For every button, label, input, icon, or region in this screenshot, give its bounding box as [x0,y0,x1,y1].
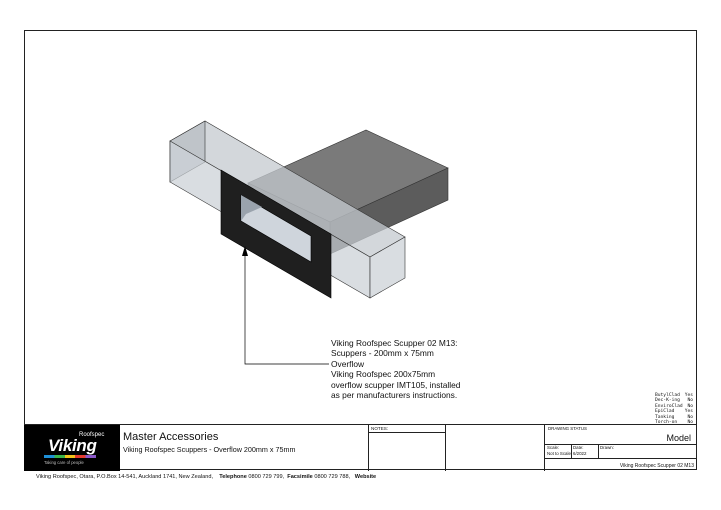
compliance-label: EnviroClad [655,403,683,409]
status-value: Model [666,433,691,443]
compliance-value: No [687,398,693,404]
compliance-value: Yes [684,409,693,415]
footer-website-link[interactable]: Website [354,474,377,480]
date-value: 6/2022 [573,451,587,456]
blank-cell [446,425,545,471]
drawing-subtitle: Viking Roofspec Scuppers - Overflow 200mm x 75mm [123,445,296,454]
drawing-number: Viking Roofspec Scupper 02 M13 [619,463,694,469]
title-block [24,424,697,471]
logo-viking-text: Viking [48,436,97,455]
compliance-value: No [687,420,693,426]
compliance-label: Dec-K-ing [655,398,680,404]
footer-facsimile: 0800 729 788, [314,474,351,480]
drawn-label: Drawn: [600,445,614,450]
compliance-label: ButylClad [655,393,680,398]
scale-value: Not to Scale [547,451,571,456]
footer-facsimile-label: Facsimile [287,474,313,480]
compliance-label: Torch-on [655,420,678,426]
compliance-value: No [687,414,693,420]
notes-cell [369,425,446,471]
drawing-title: Master Accessories [123,431,219,443]
status-label: DRAWING STATUS [548,426,587,431]
footer-telephone-label: Telephone [219,474,247,480]
compliance-value: No [687,403,693,409]
notes-label: NOTES: [371,426,389,431]
date-label: Date: [573,445,584,450]
footer-telephone: 0800 729 799, [248,474,285,480]
compliance-label: EpiClad [655,409,675,415]
compliance-table [655,393,693,425]
logo-tagline: Taking care of people [44,460,84,465]
compliance-value: Yes [684,393,693,398]
scale-label: Scale: [547,445,560,450]
footer-contact [36,474,376,480]
compliance-label: Tanking [655,414,675,420]
logo-roofspec-text: Roofspec [79,432,105,438]
callout-text: Viking Roofspec Scupper 02 M13: Scuppers - 200mm x 75mm Overflow Viking Roofspec 200x75mm overflow scupper IMT105, installed as per manufacturers instructions. [331,338,461,401]
footer-address: Viking Roofspec, Otara, P.O.Box 14-541, Auckland 1741, New Zealand, [36,474,214,480]
title-cell [24,425,369,471]
status-cell [545,425,697,471]
